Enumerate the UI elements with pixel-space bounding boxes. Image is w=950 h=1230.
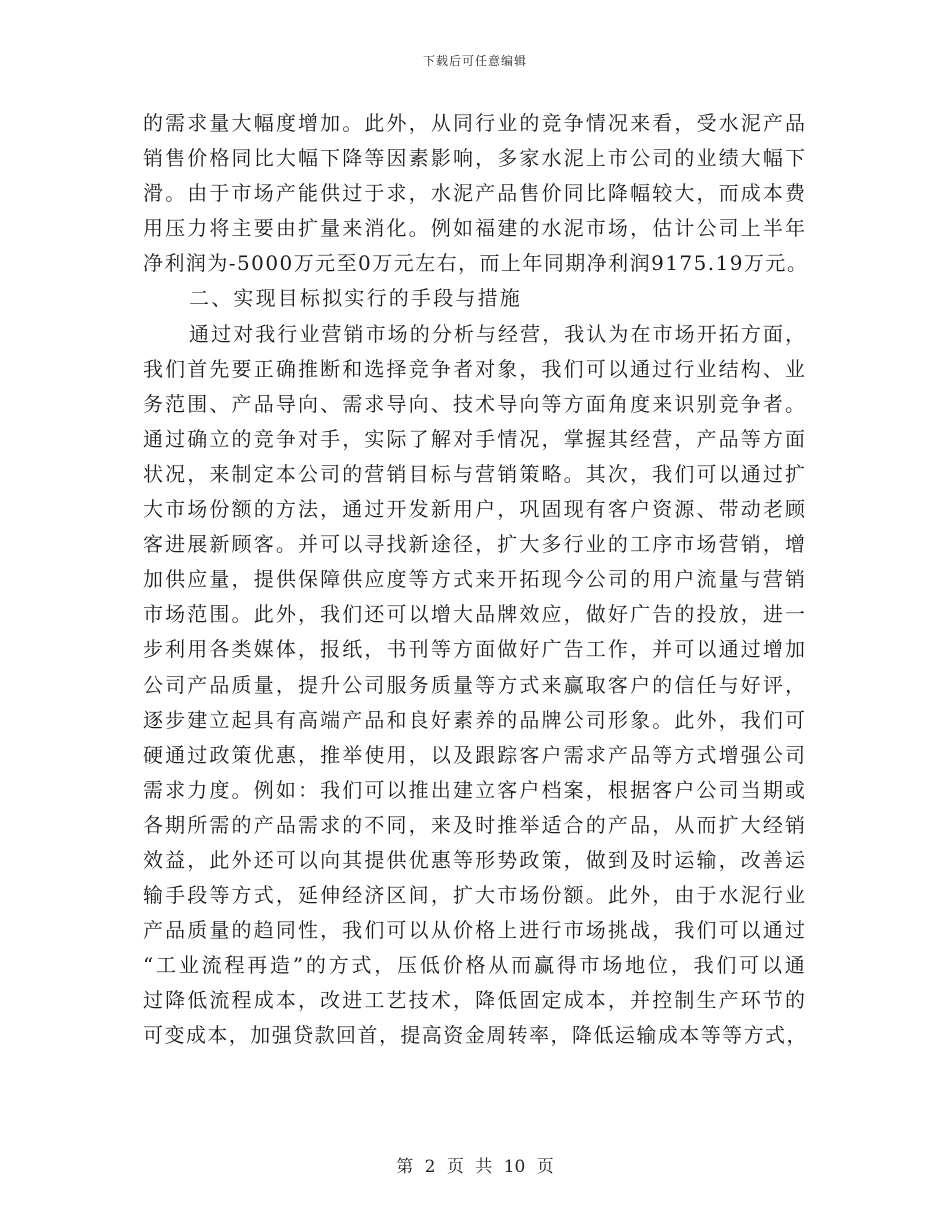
paragraph-first-line: 通过对我行业营销市场的分析与经营，我认为在市场开拓方面， — [189, 321, 807, 346]
body-line: 务范围、产品导向、需求导向、技术导向等方面角度来识别竞争者。 — [143, 391, 807, 416]
body-line: “工业流程再造”的方式，压低价格从而赢得市场地位，我们可以通 — [143, 953, 807, 978]
body-line: 用压力将主要由扩量来消化。例如福建的水泥市场，估计公司上半年 — [143, 216, 807, 241]
body-line: 需求力度。例如：我们可以推出建立客户档案，根据客户公司当期或 — [143, 777, 807, 802]
body-line: 滑。由于市场产能供过于求，水泥产品售价同比降幅较大，而成本费 — [143, 181, 807, 206]
body-line: 过降低流程成本，改进工艺技术，降低固定成本，并控制生产环节的 — [143, 988, 807, 1013]
body-line: 客进展新顾客。并可以寻找新途径，扩大多行业的工序市场营销，增 — [143, 532, 807, 557]
body-line: 的需求量大幅度增加。此外，从同行业的竞争情况来看，受水泥产品 — [143, 111, 807, 135]
body-line: 各期所需的产品需求的不同，来及时推举适合的产品，从而扩大经销 — [143, 812, 807, 837]
body-line: 步利用各类媒体，报纸，书刊等方面做好广告工作，并可以通过增加 — [143, 637, 807, 662]
body-line: 销售价格同比大幅下降等因素影响，多家水泥上市公司的业绩大幅下 — [143, 146, 807, 171]
body-line: 可变成本，加强贷款回首，提高资金周转率，降低运输成本等等方式， — [143, 1023, 808, 1048]
document-body — [143, 106, 807, 1054]
body-line: 我们首先要正确推断和选择竞争者对象，我们可以通过行业结构、业 — [143, 356, 807, 381]
body-line: 公司产品质量，提升公司服务质量等方式来赢取客户的信任与好评， — [143, 672, 807, 697]
body-line: 大市场份额的方法，通过开发新用户，巩固现有客户资源、带动老顾 — [143, 497, 807, 522]
body-line: 硬通过政策优惠，推举使用，以及跟踪客户需求产品等方式增强公司 — [143, 742, 807, 767]
body-line: 输手段等方式，延伸经济区间，扩大市场份额。此外，由于水泥行业 — [143, 883, 807, 908]
body-line: 状况，来制定本公司的营销目标与营销策略。其次，我们可以通过扩 — [143, 461, 807, 486]
page-number-footer: 第 2 页 共 10 页 — [396, 1157, 554, 1177]
body-line: 加供应量，提供保障供应度等方式来开拓现今公司的用户流量与营销 — [143, 567, 807, 592]
body-line: 净利润为-5000万元至0万元左右，而上年同期净利润9175.19万元。 — [143, 251, 809, 276]
page-header: 下载后可任意编辑 — [422, 54, 527, 68]
body-line: 产品质量的趋同性，我们可以从价格上进行市场挑战，我们可以通过 — [143, 918, 807, 943]
body-line: 通过确立的竞争对手，实际了解对手情况，掌握其经营，产品等方面 — [143, 426, 807, 451]
body-line: 效益，此外还可以向其提供优惠等形势政策，做到及时运输，改善运 — [143, 847, 807, 872]
section-heading: 二、实现目标拟实行的手段与措施 — [189, 286, 522, 311]
body-line: 逐步建立起具有高端产品和良好素养的品牌公司形象。此外，我们可 — [143, 707, 807, 732]
body-line: 市场范围。此外，我们还可以增大品牌效应，做好广告的投放，进一 — [143, 602, 807, 627]
